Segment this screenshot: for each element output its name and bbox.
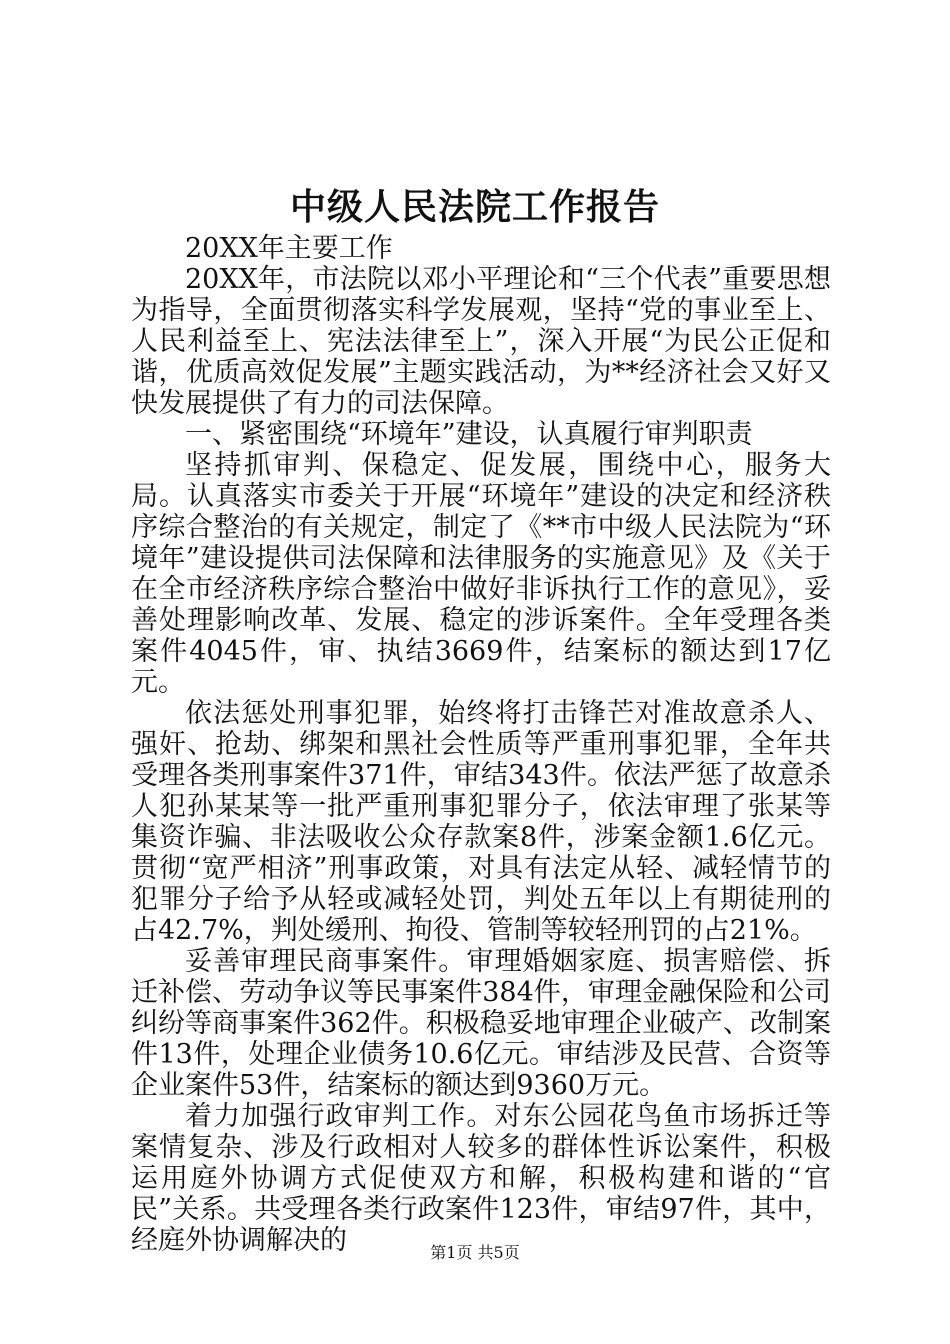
section-heading-1: 一、紧密围绕“环境年”建设，认真履行审判职责 (185, 419, 753, 450)
page-footer: 第1页 共5页 (430, 1243, 520, 1262)
body-paragraph-administrative: 着力加强行政审判工作。对东公园花鸟鱼市场拆迁等案情复杂、涉及行政相对人较多的群体性诉讼案件，积极运用庭外协调方式促使双方和解，积极构建和谐的“官民”关系。共受理各类行政案件123件，审结97件，其中，经庭外协调解决的 (131, 1101, 831, 1256)
document-body (131, 233, 831, 1256)
body-paragraph-trial-duties: 坚持抓审判、保稳定、促发展，围绕中心，服务大局。认真落实市委关于开展“环境年”建设的决定和经济秩序综合整治的有关规定，制定了《**市中级人民法院为“环境年”建设提供司法保障和法律服务的实施意见》及《关于在全市经济秩序综合整治中做好非诉执行工作的意见》，妥善处理影响改革、发展、稳定的涉诉案件。全年受理各类案件4045件，审、执结3669件，结案标的额达到17亿元。 (131, 450, 831, 698)
section-heading-main-work: 20XX年主要工作 (185, 233, 393, 264)
body-paragraph-criminal: 依法惩处刑事犯罪，始终将打击锋芒对准故意杀人、强奸、抢劫、绑架和黑社会性质等严重刑事犯罪，全年共受理各类刑事案件371件，审结343件。依法严惩了故意杀人犯孙某某等一批严重刑事犯罪分子，依法审理了张某等集资诈骗、非法吸收公众存款案8件，涉案金额1.6亿元。贯彻“宽严相济”刑事政策，对具有法定从轻、减轻情节的犯罪分子给予从轻或减轻处罚，判处五年以上有期徒刑的占42.7%，判处缓刑、拘役、管制等较轻刑罚的占21%。 (131, 698, 831, 946)
body-paragraph-civil-commercial: 妥善审理民商事案件。审理婚姻家庭、损害赔偿、拆迁补偿、劳动争议等民事案件384件，审理金融保险和公司纠纷等商事案件362件。积极稳妥地审理企业破产、改制案件13件，处理企业债务10.6亿元。审结涉及民营、合资等企业案件53件，结案标的额达到9360万元。 (131, 946, 831, 1101)
document-title: 中级人民法院工作报告 (289, 186, 660, 228)
intro-paragraph: 20XX年，市法院以邓小平理论和“三个代表”重要思想为指导，全面贯彻落实科学发展观，坚持“党的事业至上、人民利益至上、宪法法律至上”，深入开展“为民公正促和谐，优质高效促发展”主题实践活动，为**经济社会又好又快发展提供了有力的司法保障。 (131, 264, 831, 419)
